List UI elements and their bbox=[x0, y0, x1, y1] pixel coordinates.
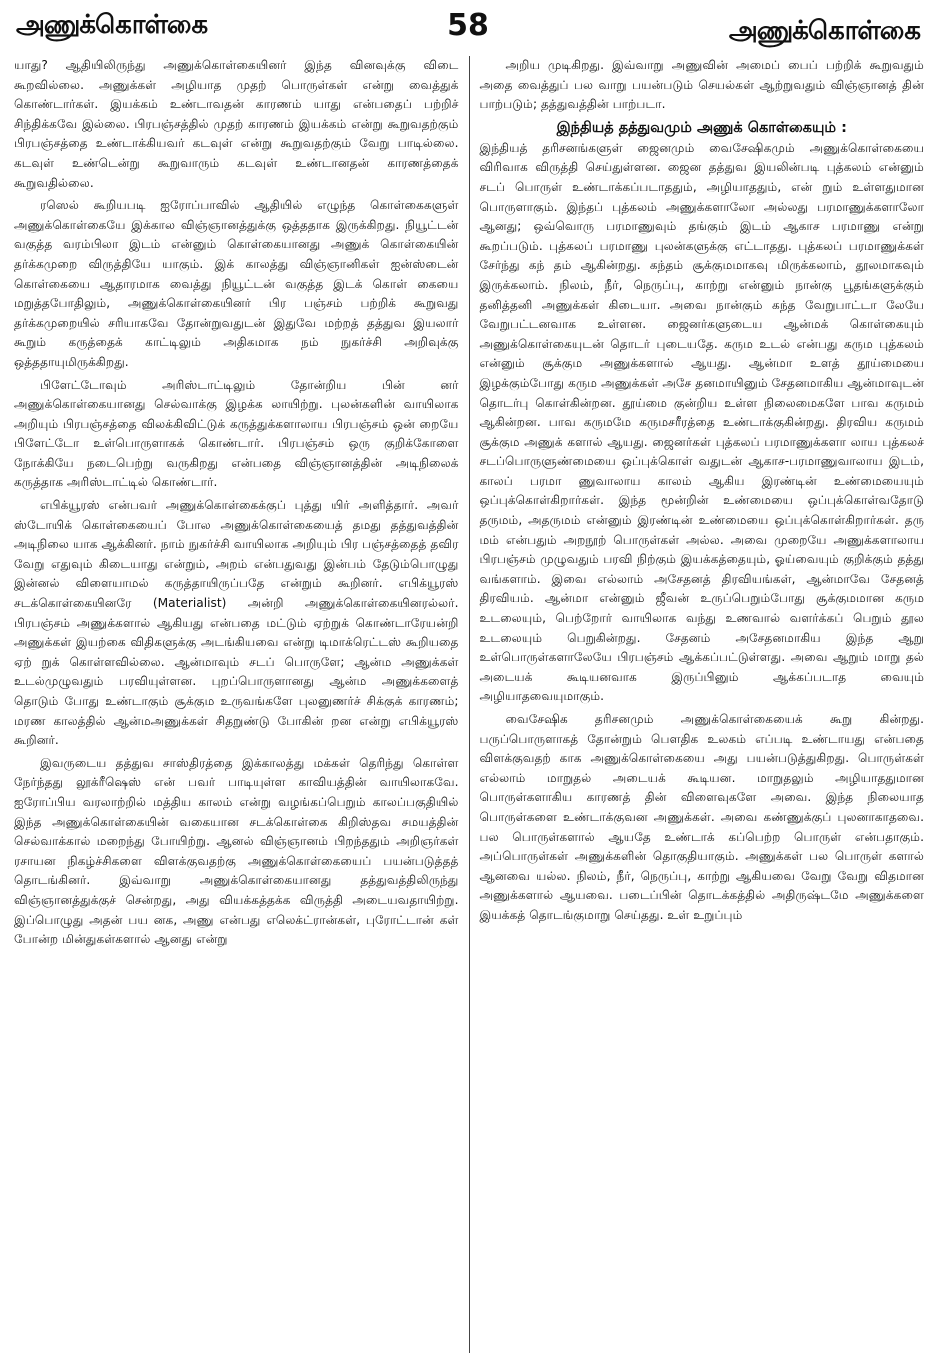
page-number: 58 bbox=[447, 8, 489, 43]
running-title-right: அணுக்கொள்கை bbox=[728, 16, 920, 46]
paragraph: யாது? ஆதியிலிருந்து அணுக்கொள்கையினர் இந்த வினவுக்கு விடை கூறவில்லை. அணுக்கள் அழியாத முதற் பொருள்கள் என்று வைத்துக் கொண்டார்கள். இயக்கம் உண்டாவதன் காரணம் யாது என்பதைப் பற்றிச் சிந்திக்கவே இல்லை. பிரபஞ்சத்தில் முதற் காரணம் இயக்கம் என்று கூறுவதற்கும் பிரபஞ்சத்தை உண்டாக்கியவர் கடவுள் என்று கூறுவதற்கும் வேறு பாடில்லை. கடவுள் உண்டென்று கூறுவாரும் கடவுள் உண்டானதன் காரணத்தைக் கூறுவதில்லை. bbox=[14, 58, 459, 190]
left-column bbox=[14, 56, 469, 1353]
paragraph: இந்தியத் தரிசனங்களுள் ஜைனமும் வைசேஷிகமும் அணுக்கொள்கையை விரிவாக விருத்தி செய்துள்ளன. ஜைன தத்துவ இயலின்படி புத்கலம் என்னும் சடப் பொருள் உண்டாக்கப்படாததும், அழியாததும், என் றும் உள்ளதுமான பொருளாகும். இந்தப் புத்கலம் அணுக்களாலோ அல்லது பரமாணுக்களாலோ ஆனது; ஒவ்வொரு பரமாணுவும் தங்கும் இடம் ஆகாச பரமாணு என்று கூறப்படும். புத்கலப் பரமாணு புலன்களுக்கு எட்டாதது. புத்கலப் பரமாணுக்கள் சேர்ந்து கந் தம் ஆகின்றது. கந்தம் சூக்குமமாகவு மிருக்கலாம், தூலமாகவும் இருக்கலாம். நிலம், நீர், நெருப்பு, காற்று என்னும் நான்கு பூதங்களுக்கும் தனித்தனி அணுக்கள் கிடையா. அவை நான்கும் கந்த வேறுபாட்டா லேயே வேறுபட்டனவாக உள்ளன. ஜைனர்களுடைய ஆன்மக் கொள்கையும் அணுக்கொள்கையுடன் தொடர் புடையதே. கரும உடல் என்பது கரும புத்கலம் என்னும் சூக்கும அணுக்களால் ஆயது. ஆன்மா உளத் தூய்மையை இழக்கும்போது கரும அணுக்கள் அசே தனமாயினும் சேதனமாகிய ஆன்மாவுடன் தொடர்பு கொள்கின்றன. தூய்மை குன்றிய உள்ள நிலைமைகளே பாவ கருமம் ஆகின்றன. பாவ கருமமே கருமசரீரத்தை உண்டாக்குகின்றது. திரவிய கருமம் சூக்கும அணுக் களால் ஆயது. ஜைனர்கள் புத்கலப் பரமாணுக்களா லாய புத்கலச் சடப்பொருளுண்மையை ஒப்புக்கொள் வதுடன் ஆகாச-பரமாணுவாலாய இடம், காலப் பரமா ணுவாலாய காலம் ஆகிய இரண்டின் உண்மையையும் ஒப்புக்கொள்கிறார்கள். இந்த மூன்றின் உண்மையை ஒப்புக்கொள்வதோடு தருமம், அதருமம் என்னும் இரண்டின் உண்மையை ஒப்புக்கொள்கிறார்கள். தரு மம் என்பதும் அறநூற் பொருள்கள் அல்ல. அவை முறையே அணுக்களாலாய பிரபஞ்சம் முழுவதும் பரவி நிற்கும் இயக்கத்தையும், ஓய்வையும் குறிக்கும் தத்து வங்களாம். இவை எல்லாம் அசேதனத் திரவியங்கள், ஆன்மாவே சேதனத் திரவியம். ஆன்மா என்னும் ஜீவன் உருப்பெறும்போது சூக்குமமான கரும உடலையும், பெற்றோர் வாயிலாக வந்து உணவால் வளர்க்கப் பெறும் தூல உடலையும் பெறுகின்றது. சேதனம் அசேதனமாகிய இந்த ஆறு உள்பொருள்களாலேயே பிரபஞ்சம் ஆக்கப்பட்டுள்ளது. அவை ஆறும் மாறு தல் அடையக் கூடியனவாக இருப்பினும் ஆக்கப்படாத வையும் அழியாதவையுமாகும். bbox=[479, 140, 924, 704]
paragraph: வைசேஷிக தரிசனமும் அணுக்கொள்கையைக் கூறு கின்றது. பருப்பொருளாகத் தோன்றும் பௌதிக உலகம் எப்படி உண்டாயது என்பதை விளக்குவதற் காக அணுக்கொள்கையை அது பயன்படுத்துகிறது. பொருள்கள் எல்லாம் மாறுதல் அடையக் கூடியன. மாறுதலும் அழியாததுமான பொருள்களாகிய காரணத் தின் விளைவுகளே அவை. இந்த நிலையாத பொருள்களை உண்டாக்குவன அணுக்கள். அவை கண்ணுக்குப் புலனாகாதவை. பல பொருள்களால் ஆயதே உண்டாக் கப்பெற்ற பொருள் என்பதாகும். அப்பொருள்கள் அணுக்களின் தொகுதியாகும். அணுக்கள் பல பொருள் களால் ஆனவை யல்ல. நிலம், நீர், நெருப்பு, காற்று ஆகியவை வேறு வேறு விதமான அணுக்களால் ஆயவை. படைப்பின் தொடக்கத்தில் அதிருஷ்டமே அணுக்களை இயக்கத் தொடங்குமாறு செய்தது. உள் உறுப்பும் bbox=[479, 712, 924, 922]
section-heading: இந்தியத் தத்துவமும் அணுக் கொள்கையும் : bbox=[556, 119, 847, 136]
running-title-left: அணுக்கொள்கை bbox=[16, 10, 208, 40]
page-header bbox=[14, 6, 922, 58]
paragraph: இவருடைய தத்துவ சாஸ்திரத்தை இக்காலத்து மக்கள் தெரிந்து கொள்ள நேர்ந்தது லூக்ரீஷெஸ் என் பவர் பாடியுள்ள காவியத்தின் வாயிலாகவே. ஐரோப்பிய வரலாற்றில் மத்திய காலம் என்று வழங்கப்பெறும் காலப்பகுதியில் இந்த அணுக்கொள்கையின் வகையான சடக்கொள்கை கிறிஸ்தவ சமயத்தின் செல்வாக்கால் மறைந்து போயிற்று. ஆனல் விஞ்ஞானம் பிறந்ததும் அறிஞர்கள் ரசாயன நிகழ்ச்சிகளை விளக்குவதற்கு அணுக்கொள்கையைப் பயன்படுத்தத் தொடங்கினர். இவ்வாறு அணுக்கொள்கையானது தத்துவத்திலிருந்து விஞ்ஞானத்துக்குச் சென்றது, அது வியக்கத்தக்க விருத்தி அடையவதாயிற்று. இப்பொழுது அதன் பய னக, அணு என்பது எலெக்ட்ரான்கள், புரோட்டான் கள் போன்ற மின்துகள்களால் ஆனது என்று bbox=[14, 755, 459, 947]
paragraph: பிளேட்டோவும் அரிஸ்டாட்டிலும் தோன்றிய பின் னர் அணுக்கொள்கையானது செல்வாக்கு இழக்க லாயிற்று. புலன்களின் வாயிலாக அறியும் பிரபஞ்சத்தை விலக்கிவிட்டுக் கருத்துக்களாலாய பிரபஞ்சம் ஒன் றையே பிளேட்டோ உள்பொருளாகக் கொண்டார். பிரபஞ்சம் ஒரு குறிக்கோளை நோக்கியே நடைபெற்று வருகிறது என்பதை விஞ்ஞானத்தின் அடிநிலைக் கருத்தாக அரிஸ்டாட்டில் கொண்டார். bbox=[14, 377, 459, 490]
right-column bbox=[470, 56, 925, 1353]
paragraph: ரஸெல் கூறியபடி ஐரோப்பாவில் ஆதியில் எழுந்த கொள்கைகளுள் அணுக்கொள்கையே இக்கால விஞ்ஞானத்துக்கு ஒத்ததாக இருக்கிறது. நியூட்டன் வகுத்த வரம்பிலா இடம் என்னும் கொள்கையானது அணுக் கொள்கையின் தர்க்கமுறை விருத்தியே யாகும். இக் காலத்து விஞ்ஞானிகள் ஐன்ஸ்டைன் கொள்கையை ஆதாரமாக வைத்து நியூட்டன் வகுத்த இடக் கொள் கையை மறுத்தபோதிலும், அணுக்கொள்கையினர் பிர பஞ்சம் பற்றிக் கூறுவது தர்க்கமுறையில் சரியாகவே தோன்றுவதுடன் இதுவே மற்றத் தத்துவ இயலார் கூறும் கருத்தைக் காட்டிலும் அதிகமாக நம் நுகர்ச்சி அறிவுக்கு ஒத்ததாயுமிருக்கிறது. bbox=[14, 198, 459, 369]
two-column-body bbox=[14, 56, 924, 1353]
paragraph: எபிக்யூரஸ் என்பவர் அணுக்கொள்கைக்குப் புத்து யிர் அளித்தார். அவர் ஸ்டோயிக் கொள்கையைப் போல அணுக்கொள்கையைத் தமது தத்துவத்தின் அடிநிலை யாக ஆக்கினர். நாம் நுகர்ச்சி வாயிலாக அறியும் பிர பஞ்சத்தைத் தவிர வேறு எதுவும் கிடையாது என்றும், அறம் என்பதுவது இன்பம் தேடும்பொழுது இன்னல் விளையாமல் கருத்தாயிருப்பதே என்றும் கூறினர். எபிக்யூரஸ் சடக்கொள்கையினரே (Materialist) அன்றி அணுக்கொள்கையினரல்லர். பிரபஞ்சம் அணுக்களால் ஆகியது என்பதை மட்டும் ஏற்றுக் கொண்டாரேயன்றி அணுக்கள் இயற்கை விதிகளுக்கு அடங்கியவை என்று டிமாக்ரெட்டஸ் கூறியதை ஏற் றுக் கொள்ளவில்லை. ஆன்மாவும் சடப் பொருளே; ஆன்ம அணுக்கள் உடல்முழுவதும் பரவியுள்ளன. புறப்பொருளானது ஆன்ம அணுக்களைத் தொடும் போது உண்டாகும் சூக்கும உருவங்களே புலனுணர்ச் சிக்குக் காரணம்; மரண காலத்தில் ஆன்மஅணுக்கள் சிதறுண்டு போகின் றன என்று எபிக்யூரஸ் கூறினர். bbox=[14, 498, 459, 748]
paragraph: அறிய முடிகிறது. இவ்வாறு அணுவின் அமைப் பைப் பற்றிக் கூறுவதும் அதை வைத்துப் பல வாறு பயன்படும் செயல்கள் ஆற்றுவதும் விஞ்ஞானத் தின் பாற்படும்; தத்துவத்தின் பாற்படா. bbox=[479, 58, 924, 112]
